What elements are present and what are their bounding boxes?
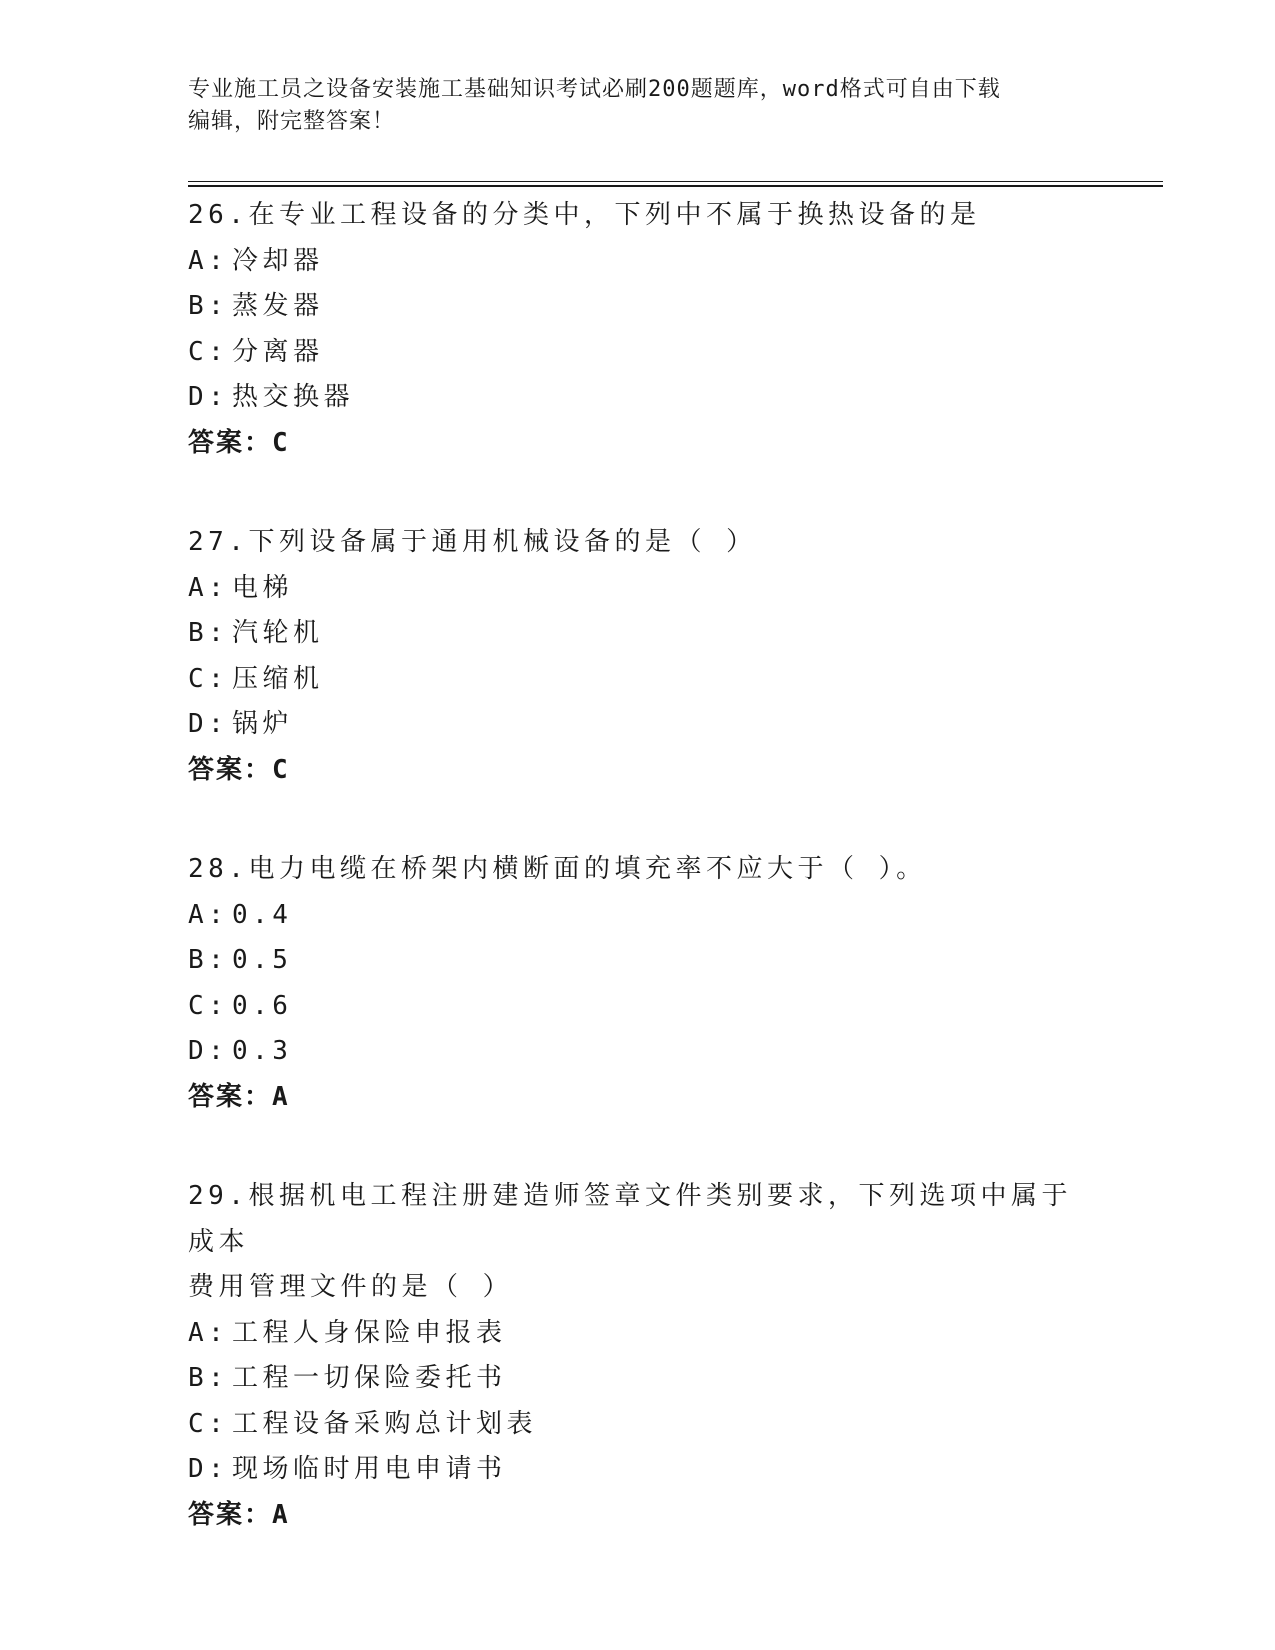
option-key: A: — [188, 1317, 229, 1348]
header-line-1: 专业施工员之设备安装施工基础知识考试必刷200题题库，word格式可自由下载 — [188, 77, 1001, 102]
option-key: D: — [188, 382, 229, 412]
option-text: 工程一切保险委托书 — [232, 1363, 507, 1393]
question-text: 26.在专业工程设备的分类中，下列中不属于换热设备的是 — [188, 200, 981, 230]
option-a — [188, 239, 1088, 285]
option-key: A: — [188, 245, 229, 276]
option-key: B: — [188, 291, 229, 321]
answer: 答案：A — [188, 1499, 290, 1530]
option-text: 0.3 — [232, 1036, 293, 1066]
option-key: C: — [188, 990, 229, 1021]
header-divider — [188, 181, 1163, 187]
option-text: 汽轮机 — [232, 618, 324, 648]
divider-thick-line — [188, 185, 1163, 187]
question-text-line-1: 29.根据机电工程注册建造师签章文件类别要求，下列选项中属于成本 — [188, 1181, 1072, 1257]
option-key: B: — [188, 1363, 229, 1393]
option-d — [188, 1029, 1088, 1075]
answer: 答案：A — [188, 1081, 290, 1112]
answer: 答案：C — [188, 754, 290, 785]
option-text: 0.5 — [232, 945, 293, 975]
option-key: D: — [188, 1036, 229, 1066]
document-header — [188, 74, 1088, 138]
option-c — [188, 657, 1088, 703]
option-text: 分离器 — [232, 336, 324, 367]
option-d — [188, 375, 1088, 421]
option-text: 热交换器 — [232, 382, 355, 412]
option-key: B: — [188, 945, 229, 975]
option-b — [188, 284, 1088, 330]
option-key: D: — [188, 709, 229, 739]
question-text-line-2: 费用管理文件的是（ ） — [188, 1272, 514, 1302]
header-line-2: 编辑，附完整答案！ — [188, 109, 396, 134]
option-a — [188, 566, 1088, 612]
option-key: C: — [188, 1408, 229, 1439]
answer: 答案：C — [188, 427, 290, 458]
question-27 — [188, 520, 1088, 793]
option-a — [188, 1311, 1088, 1357]
option-key: B: — [188, 618, 229, 648]
option-c — [188, 330, 1088, 376]
option-c — [188, 984, 1088, 1030]
option-text: 现场临时用电申请书 — [232, 1454, 507, 1484]
option-key: C: — [188, 663, 229, 694]
question-text: 28.电力电缆在桥架内横断面的填充率不应大于（ ）。 — [188, 854, 927, 884]
option-text: 0.4 — [232, 899, 293, 930]
option-c — [188, 1402, 1088, 1448]
question-29 — [188, 1174, 1088, 1538]
option-key: A: — [188, 572, 229, 603]
option-d — [188, 702, 1088, 748]
option-text: 0.6 — [232, 990, 293, 1021]
option-a — [188, 893, 1088, 939]
option-key: A: — [188, 899, 229, 930]
question-text: 27.下列设备属于通用机械设备的是（ ） — [188, 527, 757, 557]
option-d — [188, 1447, 1088, 1493]
question-list — [188, 193, 1088, 1592]
divider-thin-line — [188, 181, 1163, 182]
option-text: 冷却器 — [232, 245, 324, 276]
option-text: 锅炉 — [232, 709, 294, 739]
question-26 — [188, 193, 1088, 466]
option-text: 工程人身保险申报表 — [232, 1317, 507, 1348]
option-text: 蒸发器 — [232, 291, 324, 321]
option-text: 工程设备采购总计划表 — [232, 1408, 538, 1439]
option-text: 压缩机 — [232, 663, 324, 694]
option-key: C: — [188, 336, 229, 367]
question-28 — [188, 847, 1088, 1120]
option-b — [188, 938, 1088, 984]
option-b — [188, 1356, 1088, 1402]
option-key: D: — [188, 1454, 229, 1484]
option-text: 电梯 — [232, 572, 294, 603]
option-b — [188, 611, 1088, 657]
